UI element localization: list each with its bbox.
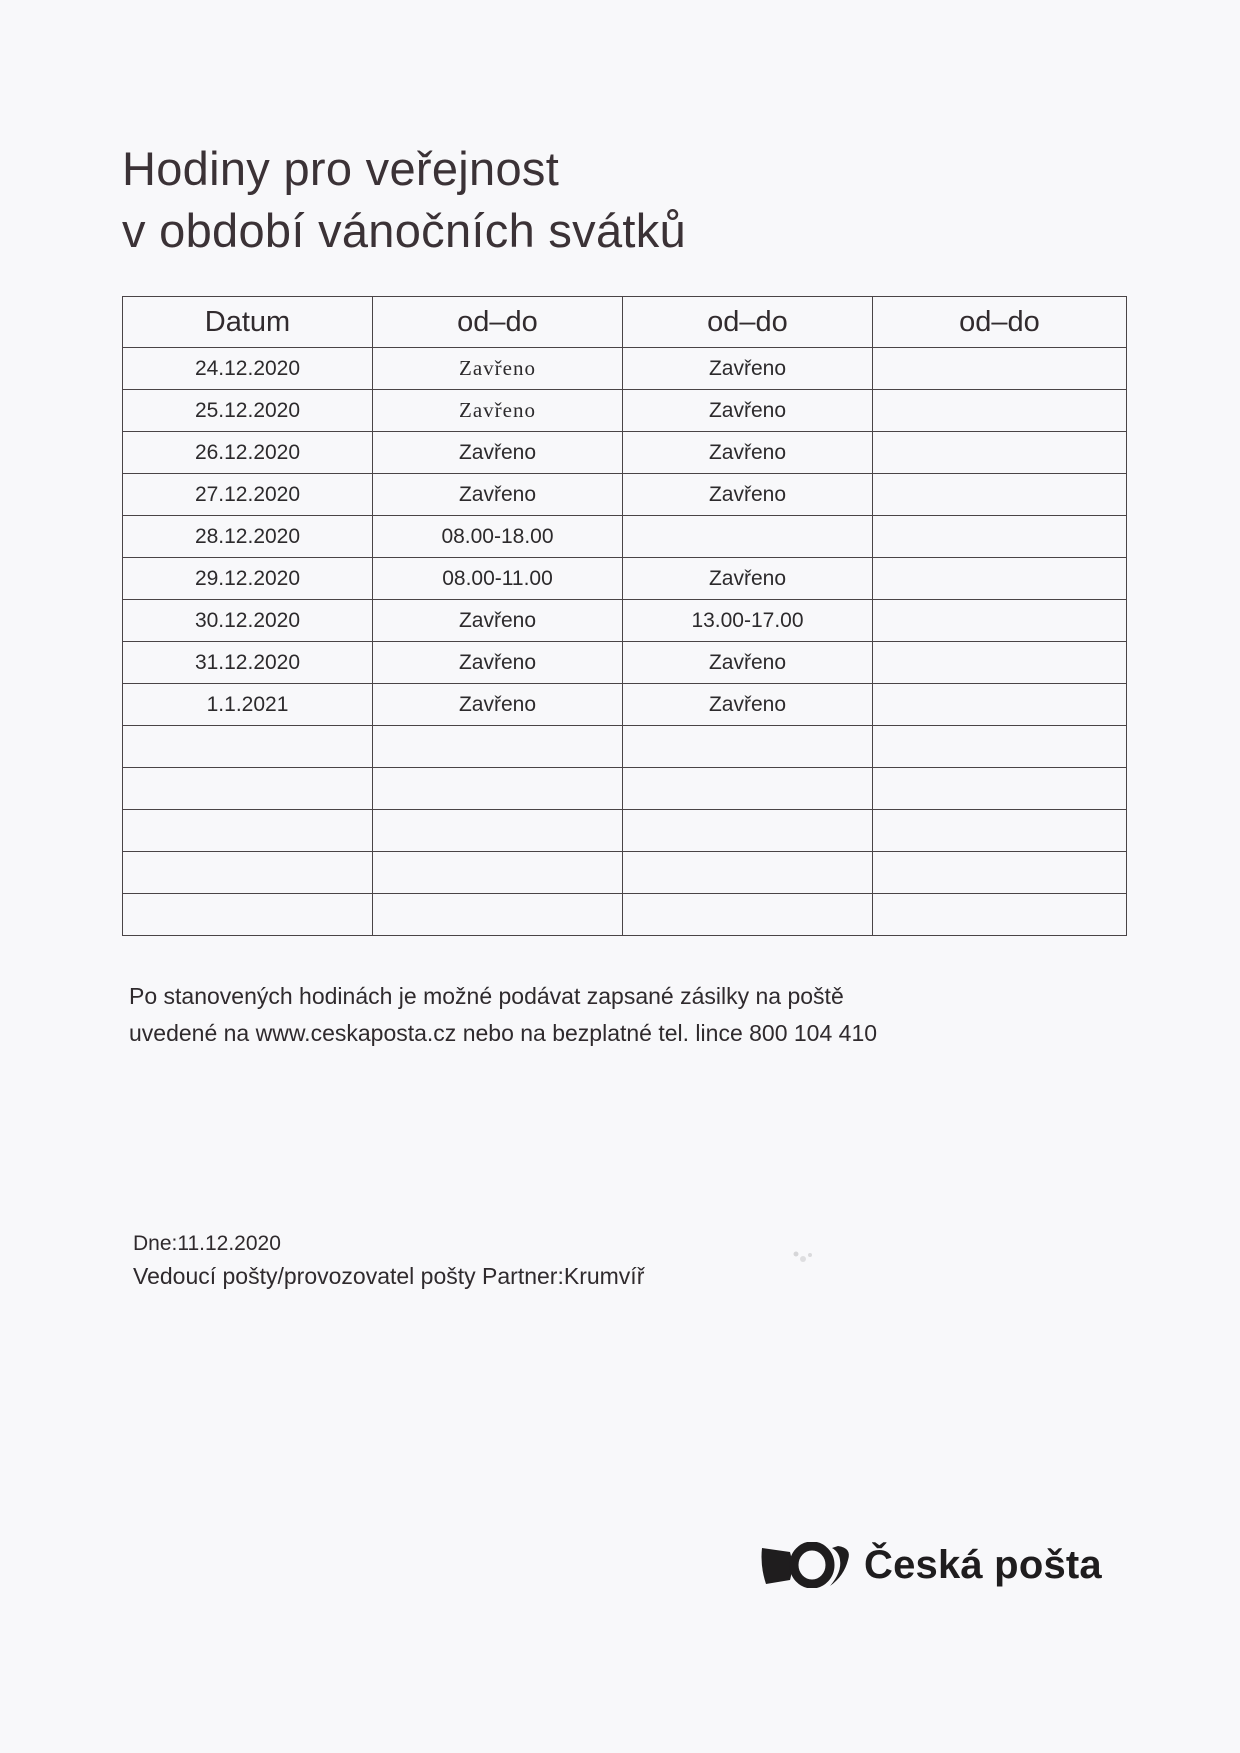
note-line-1: Po stanovených hodinách je možné podávat zapsané zásilky na poště	[129, 983, 844, 1009]
header-from-to-1: od–do	[373, 297, 623, 348]
cell-hours-1: Zavřeno	[373, 642, 623, 684]
cell-date	[123, 852, 373, 894]
cell-hours-3	[873, 642, 1127, 684]
cell-hours-2: Zavřeno	[623, 474, 873, 516]
cell-hours-2: Zavřeno	[623, 432, 873, 474]
cell-hours-1	[373, 768, 623, 810]
cell-hours-3	[873, 516, 1127, 558]
cell-hours-2: Zavřeno	[623, 558, 873, 600]
cell-hours-3	[873, 810, 1127, 852]
cell-hours-2: Zavřeno	[623, 642, 873, 684]
table-row	[123, 390, 1127, 432]
cell-date: 31.12.2020	[123, 642, 373, 684]
cell-date	[123, 894, 373, 936]
cell-hours-2	[623, 768, 873, 810]
title-line-1: Hodiny pro veřejnost	[122, 142, 560, 195]
cell-date: 27.12.2020	[123, 474, 373, 516]
cell-hours-2	[623, 894, 873, 936]
page-title	[122, 138, 686, 262]
cell-hours-2: 13.00-17.00	[623, 600, 873, 642]
cell-date	[123, 726, 373, 768]
cell-hours-3	[873, 684, 1127, 726]
cell-hours-1: Zavřeno	[373, 432, 623, 474]
table-header-row	[123, 297, 1127, 348]
cell-hours-1	[373, 852, 623, 894]
cell-hours-2	[623, 852, 873, 894]
cell-date: 26.12.2020	[123, 432, 373, 474]
cell-hours-1: Zavřeno	[373, 600, 623, 642]
header-date: Datum	[123, 297, 373, 348]
cell-date: 1.1.2021	[123, 684, 373, 726]
table-row-empty	[123, 852, 1127, 894]
table-row	[123, 516, 1127, 558]
cell-hours-2	[623, 810, 873, 852]
table-row	[123, 600, 1127, 642]
cell-hours-2	[623, 516, 873, 558]
cell-date: 24.12.2020	[123, 348, 373, 390]
cell-hours-1: Zavřeno	[373, 390, 623, 432]
table-row	[123, 348, 1127, 390]
cell-hours-2: Zavřeno	[623, 390, 873, 432]
faint-stamp-mark	[790, 1248, 816, 1268]
cell-date: 25.12.2020	[123, 390, 373, 432]
post-manager-signature-line: Vedoucí pošty/provozovatel pošty Partner:Krumvíř	[133, 1263, 645, 1289]
cell-date: 29.12.2020	[123, 558, 373, 600]
cell-hours-1	[373, 726, 623, 768]
table-row-empty	[123, 768, 1127, 810]
cell-hours-3	[873, 726, 1127, 768]
cell-hours-3	[873, 894, 1127, 936]
header-from-to-3: od–do	[873, 297, 1127, 348]
cell-hours-3	[873, 600, 1127, 642]
cell-hours-3	[873, 432, 1127, 474]
cell-hours-3	[873, 852, 1127, 894]
note-line-2: uvedené na www.ceskaposta.cz nebo na bezplatné tel. lince 800 104 410	[129, 1020, 878, 1046]
after-hours-note	[129, 978, 1089, 1052]
cell-hours-2: Zavřeno	[623, 684, 873, 726]
post-horn-icon	[760, 1542, 856, 1588]
ceska-posta-logo	[760, 1542, 1102, 1588]
table-row	[123, 474, 1127, 516]
title-line-2: v období vánočních svátků	[122, 204, 687, 257]
cell-date: 30.12.2020	[123, 600, 373, 642]
issue-date: Dne:11.12.2020	[133, 1232, 281, 1255]
cell-hours-2: Zavřeno	[623, 348, 873, 390]
cell-date	[123, 768, 373, 810]
cell-hours-1: 08.00-11.00	[373, 558, 623, 600]
cell-hours-1	[373, 810, 623, 852]
cell-hours-1: Zavřeno	[373, 474, 623, 516]
cell-hours-1: Zavřeno	[373, 684, 623, 726]
cell-hours-3	[873, 474, 1127, 516]
cell-hours-3	[873, 390, 1127, 432]
cell-hours-3	[873, 348, 1127, 390]
cell-date	[123, 810, 373, 852]
header-from-to-2: od–do	[623, 297, 873, 348]
cell-hours-2	[623, 726, 873, 768]
table-row-empty	[123, 894, 1127, 936]
table-row	[123, 558, 1127, 600]
cell-hours-3	[873, 558, 1127, 600]
table-row-empty	[123, 726, 1127, 768]
cell-date: 28.12.2020	[123, 516, 373, 558]
table-row	[123, 432, 1127, 474]
cell-hours-1: 08.00-18.00	[373, 516, 623, 558]
cell-hours-1: Zavřeno	[373, 348, 623, 390]
cell-hours-1	[373, 894, 623, 936]
table-row	[123, 684, 1127, 726]
logo-wordmark: Česká pošta	[864, 1542, 1102, 1587]
cell-hours-3	[873, 768, 1127, 810]
table-row-empty	[123, 810, 1127, 852]
opening-hours-table	[122, 296, 1127, 936]
table-row	[123, 642, 1127, 684]
